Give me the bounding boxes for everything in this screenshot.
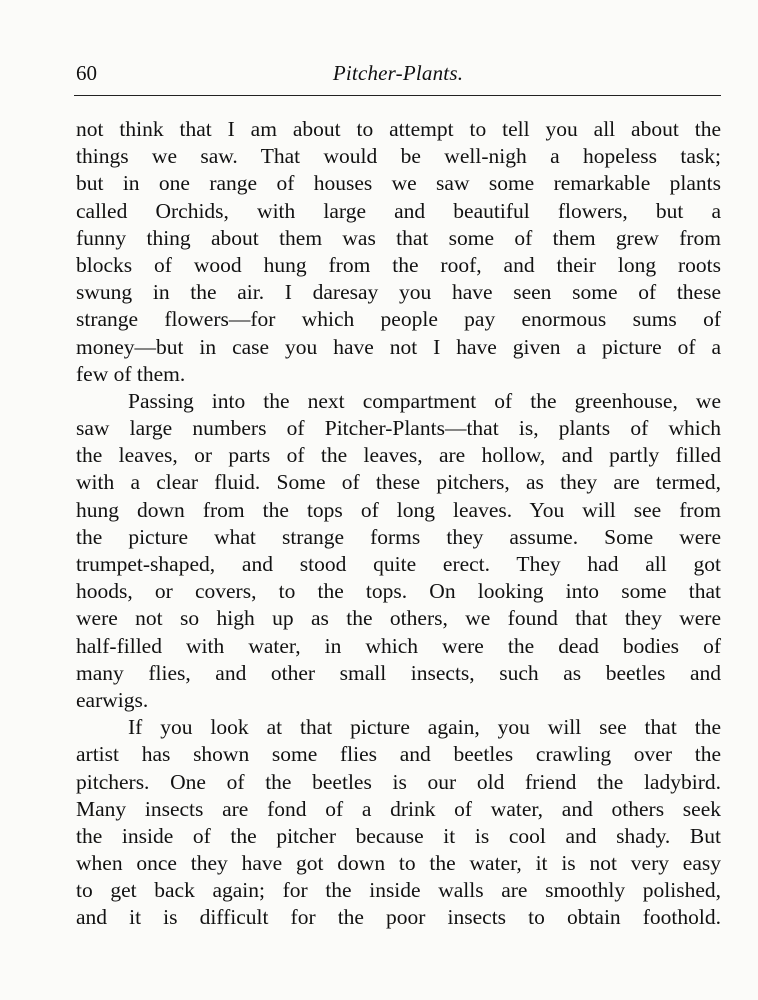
page-number: 60 <box>76 61 97 85</box>
text-line: but in one range of houses we saw some remarkable plants <box>76 171 721 196</box>
running-title: Pitcher-Plants. <box>332 61 464 85</box>
text-line: funny thing about them was that some of them grew from <box>76 225 721 250</box>
body-text <box>76 116 721 932</box>
text-line: with a clear fluid. Some of these pitchers, as they are termed, <box>76 470 721 495</box>
text-line: and it is difficult for the poor insects to obtain foothold. <box>76 905 721 930</box>
text-line: things we saw. That would be well-nigh a hopeless task; <box>76 144 721 169</box>
text-line: when once they have got down to the water, it is not very easy <box>76 851 721 876</box>
text-line: If you look at that picture again, you will see that the <box>128 715 721 740</box>
text-line: trumpet-shaped, and stood quite erect. They had all got <box>76 552 721 576</box>
text-line: were not so high up as the others, we found that they were <box>76 606 721 631</box>
text-line: half-filled with water, in which were the dead bodies of <box>76 633 721 658</box>
text-line: hung down from the tops of long leaves. You will see from <box>76 497 721 522</box>
text-line: strange flowers—for which people pay enormous sums of <box>76 307 721 332</box>
text-line: saw large numbers of Pitcher-Plants—that is, plants of which <box>76 416 721 441</box>
text-line: swung in the air. I daresay you have seen some of these <box>76 280 721 305</box>
text-line: the picture what strange forms they assume. Some were <box>76 524 721 549</box>
paragraph-2 <box>76 388 721 714</box>
text-line: to get back again; for the inside walls are smoothly polished, <box>76 878 721 903</box>
text-line: few of them. <box>76 361 186 386</box>
text-line: the inside of the pitcher because it is cool and shady. But <box>76 823 721 848</box>
paragraph-3 <box>76 714 721 932</box>
text-line: blocks of wood hung from the roof, and their long roots <box>76 252 721 277</box>
text-line: Passing into the next compartment of the greenhouse, we <box>128 388 721 413</box>
text-line: money—but in case you have not I have given a picture of a <box>76 334 721 359</box>
text-line: artist has shown some flies and beetles crawling over the <box>76 742 721 767</box>
text-line: earwigs. <box>76 687 149 712</box>
text-line: Many insects are fond of a drink of water, and others seek <box>76 796 721 821</box>
text-line: the leaves, or parts of the leaves, are hollow, and partly filled <box>76 443 721 468</box>
header-rule <box>74 95 721 96</box>
paragraph-1 <box>76 116 721 388</box>
text-line: not think that I am about to attempt to tell you all about the <box>76 117 721 141</box>
text-line: pitchers. One of the beetles is our old friend the ladybird. <box>76 769 721 794</box>
text-line: called Orchids, with large and beautiful flowers, but a <box>76 198 721 223</box>
text-line: hoods, or covers, to the tops. On looking into some that <box>76 579 721 604</box>
text-line: many flies, and other small insects, such as beetles and <box>76 660 721 685</box>
page-header <box>76 60 720 90</box>
